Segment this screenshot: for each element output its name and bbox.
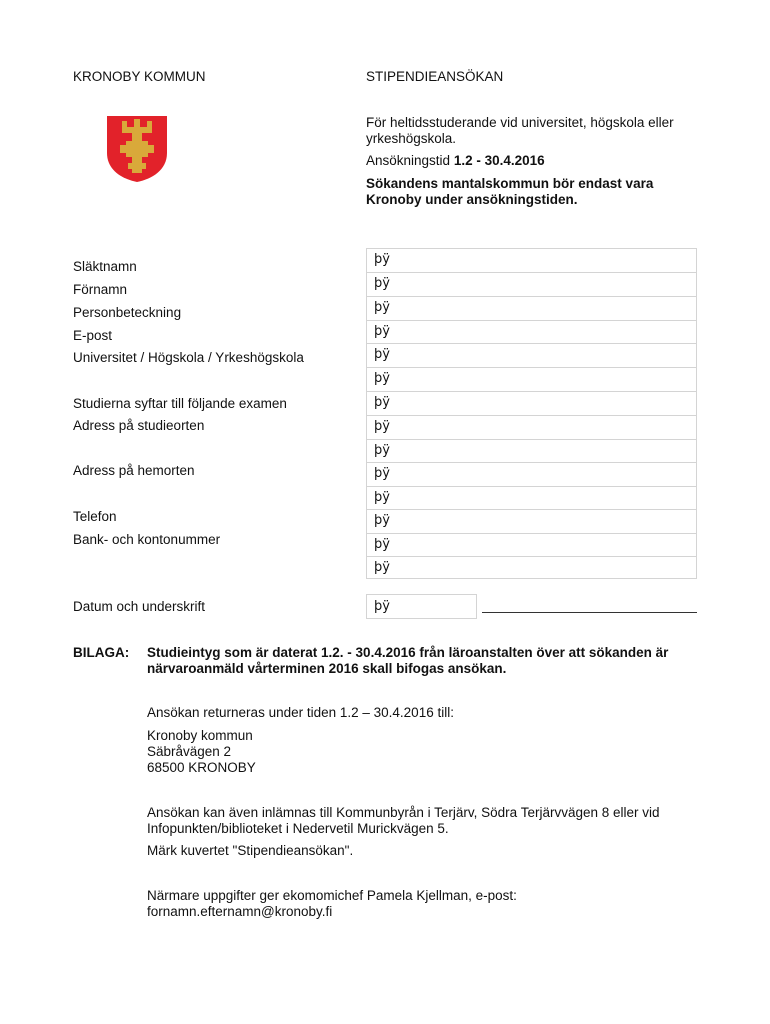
application-period-dates: 1.2 - 30.4.2016 xyxy=(453,153,545,168)
surname-label: Släktnamn xyxy=(73,259,137,274)
application-period-prefix: Ansökningstid xyxy=(366,153,454,168)
institution-field-2[interactable] xyxy=(366,367,697,391)
degree-field[interactable] xyxy=(366,391,697,415)
field-value: þÿ xyxy=(374,276,390,291)
form-title: STIPENDIEANSÖKAN xyxy=(366,69,504,84)
signature-label: Datum och underskrift xyxy=(73,599,206,614)
home-address-field-2[interactable] xyxy=(366,486,697,509)
date-field-value: þÿ xyxy=(374,599,390,614)
bank-account-field-2[interactable] xyxy=(366,556,697,579)
first-name-field[interactable] xyxy=(366,272,697,296)
contact-email: fornamn.efternamn@kronoby.fi xyxy=(147,904,333,919)
field-value: þÿ xyxy=(374,395,390,410)
alt-submit-1: Ansökan kan även inlämnas till Kommunbyrån i Terjärv, Södra Terjärvvägen 8 eller vid xyxy=(147,805,660,820)
field-value: þÿ xyxy=(374,490,390,505)
attachment-label: BILAGA: xyxy=(73,645,130,660)
bank-account-field-1[interactable] xyxy=(366,533,697,556)
phone-label: Telefon xyxy=(73,509,117,524)
surname-field[interactable] xyxy=(366,248,697,272)
field-value: þÿ xyxy=(374,466,390,481)
study-address-label: Adress på studieorten xyxy=(73,418,205,433)
attachment-text-2: närvaroanmäld vårterminen 2016 skall bifogas ansökan. xyxy=(147,661,507,676)
return-period: Ansökan returneras under tiden 1.2 – 30.4.2016 till: xyxy=(147,705,454,720)
study-address-field-1[interactable] xyxy=(366,415,697,439)
return-address-3: 68500 KRONOBY xyxy=(147,760,256,775)
envelope-note: Märk kuvertet "Stipendieansökan". xyxy=(147,843,354,858)
residency-note-2: Kronoby under ansökningstiden. xyxy=(366,192,578,207)
personal-id-field[interactable] xyxy=(366,296,697,320)
municipality-name: KRONOBY KOMMUN xyxy=(73,69,206,84)
return-address-1: Kronoby kommun xyxy=(147,728,253,743)
email-label: E-post xyxy=(73,328,113,343)
date-field[interactable] xyxy=(366,594,477,619)
phone-field[interactable] xyxy=(366,509,697,533)
return-address-2: Säbråvägen 2 xyxy=(147,744,232,759)
field-value: þÿ xyxy=(374,443,390,458)
field-value: þÿ xyxy=(374,419,390,434)
signature-line[interactable] xyxy=(482,612,697,613)
home-address-label: Adress på hemorten xyxy=(73,463,195,478)
field-value: þÿ xyxy=(374,371,390,386)
coat-of-arms-icon xyxy=(106,115,168,183)
application-period xyxy=(366,153,545,169)
institution-label: Universitet / Högskola / Yrkeshögskola xyxy=(73,350,304,365)
residency-note-1: Sökandens mantalskommun bör endast vara xyxy=(366,176,654,191)
study-address-field-2[interactable] xyxy=(366,439,697,462)
field-value: þÿ xyxy=(374,300,390,315)
field-value: þÿ xyxy=(374,347,390,362)
field-value: þÿ xyxy=(374,324,390,339)
field-value: þÿ xyxy=(374,560,390,575)
personal-id-label: Personbeteckning xyxy=(73,305,182,320)
alt-submit-2: Infopunkten/biblioteket i Nedervetil Murickvägen 5. xyxy=(147,821,449,836)
intro-line-1: För heltidsstuderande vid universitet, högskola eller xyxy=(366,115,674,130)
bank-account-label: Bank- och kontonummer xyxy=(73,532,221,547)
field-value: þÿ xyxy=(374,513,390,528)
home-address-field-1[interactable] xyxy=(366,462,697,486)
intro-line-2: yrkeshögskola. xyxy=(366,131,457,146)
field-value: þÿ xyxy=(374,537,390,552)
first-name-label: Förnamn xyxy=(73,282,128,297)
field-value: þÿ xyxy=(374,252,390,267)
institution-field-1[interactable] xyxy=(366,343,697,367)
attachment-text-1: Studieintyg som är daterat 1.2. - 30.4.2016 från läroanstalten över att sökanden är xyxy=(147,645,669,660)
contact-line-1: Närmare uppgifter ger ekomomichef Pamela Kjellman, e-post: xyxy=(147,888,517,903)
email-field[interactable] xyxy=(366,320,697,343)
degree-label: Studierna syftar till följande examen xyxy=(73,396,287,411)
